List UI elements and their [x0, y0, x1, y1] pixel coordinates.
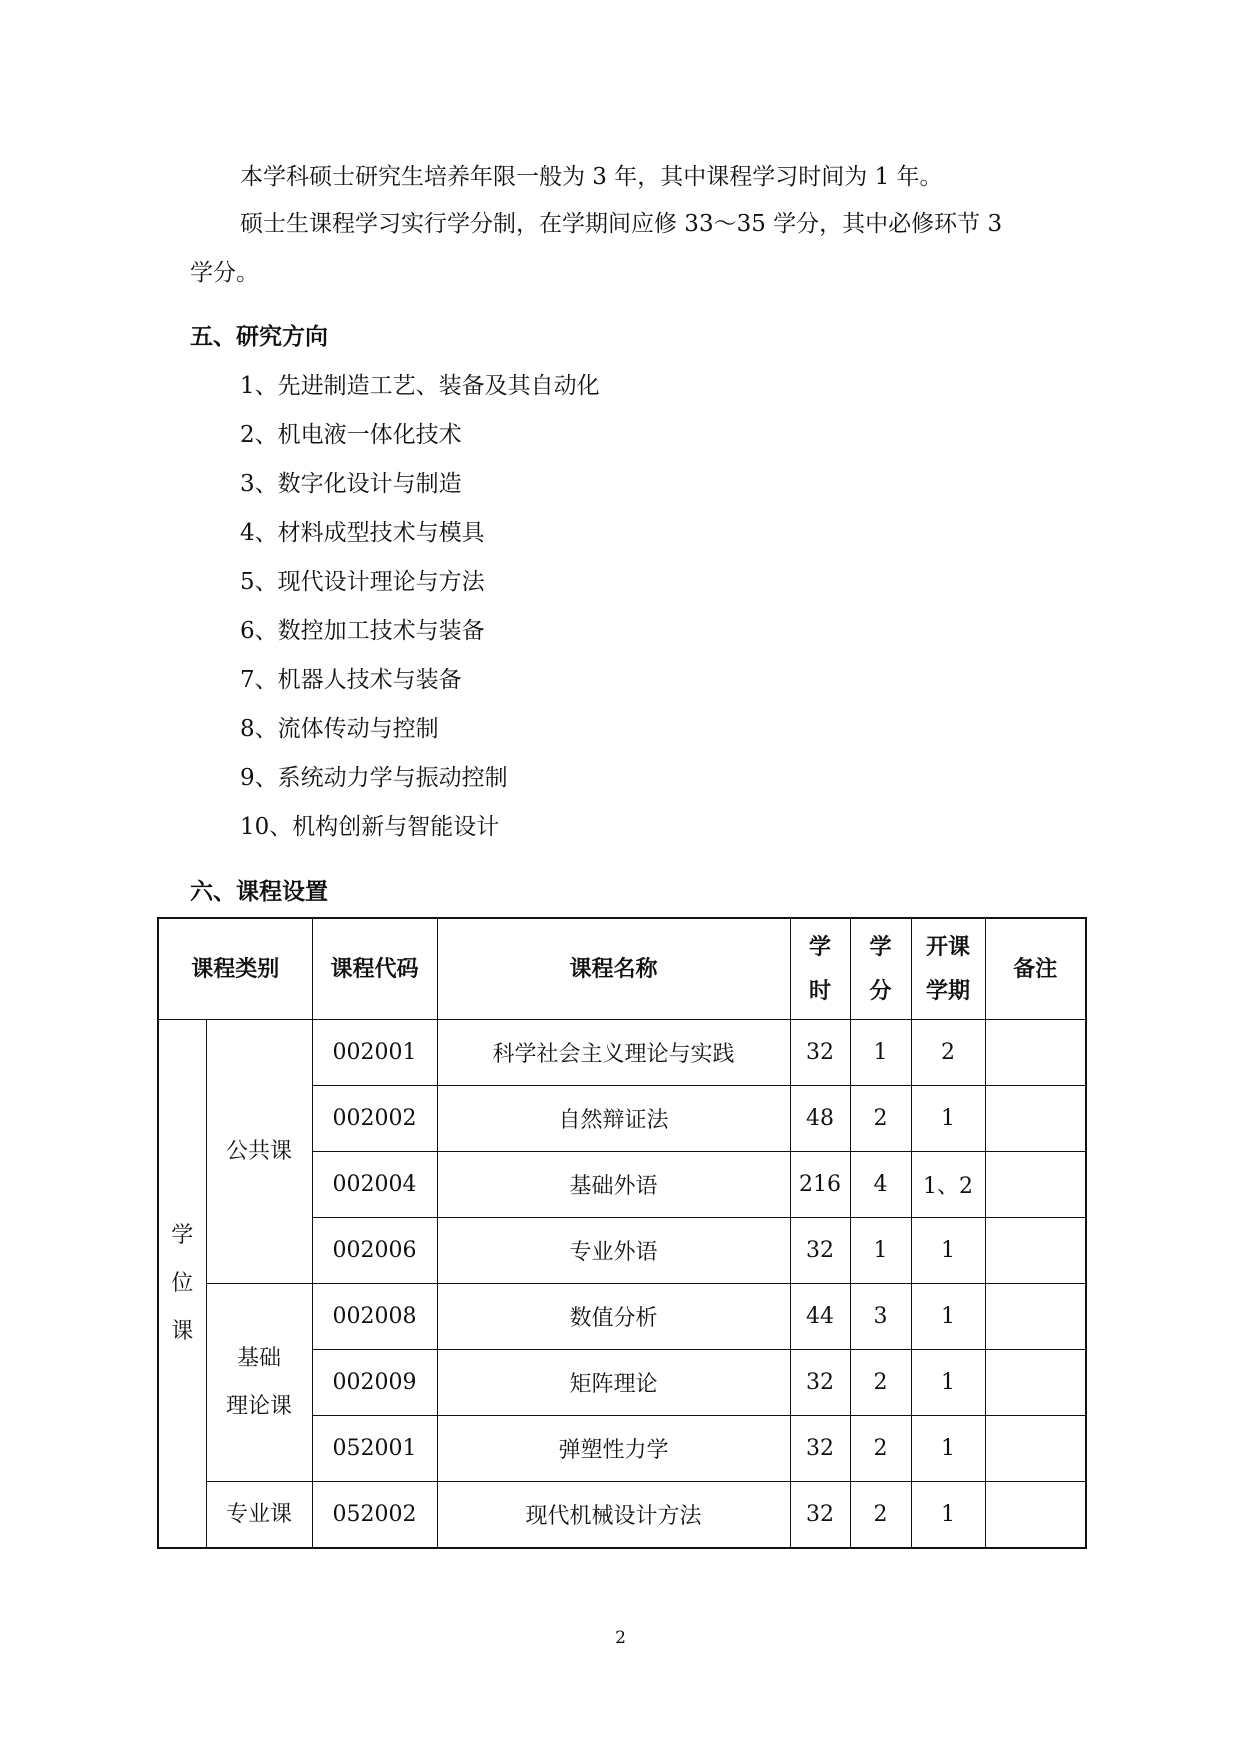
list-item: 3、数字化设计与制造 — [240, 471, 462, 497]
course-term: 1、2 — [911, 1152, 985, 1218]
list-item: 8、流体传动与控制 — [240, 716, 439, 742]
section-heading-course-setup: 六、课程设置 — [190, 878, 328, 905]
course-name: 数值分析 — [437, 1284, 790, 1350]
course-name: 科学社会主义理论与实践 — [437, 1020, 790, 1086]
course-hours: 48 — [790, 1086, 850, 1152]
course-credits: 4 — [850, 1152, 911, 1218]
header-term-line-1: 开课 — [925, 934, 970, 960]
research-directions-list — [240, 371, 600, 861]
course-name: 现代机械设计方法 — [437, 1482, 790, 1549]
course-notes — [985, 1020, 1086, 1086]
header-credits-line-1: 学 — [869, 934, 892, 960]
course-hours: 216 — [790, 1152, 850, 1218]
list-item: 10、机构创新与智能设计 — [240, 814, 500, 840]
course-code: 002006 — [312, 1218, 437, 1284]
header-hours-line-2: 时 — [808, 978, 831, 1004]
header-notes: 备注 — [985, 918, 1086, 1020]
course-hours: 32 — [790, 1482, 850, 1549]
subcategory-major-courses: 专业课 — [206, 1482, 312, 1549]
course-notes — [985, 1152, 1086, 1218]
course-hours: 32 — [790, 1416, 850, 1482]
course-notes — [985, 1350, 1086, 1416]
course-notes — [985, 1482, 1086, 1549]
course-notes — [985, 1218, 1086, 1284]
course-credits: 1 — [850, 1020, 911, 1086]
header-name: 课程名称 — [437, 918, 790, 1020]
page-number: 2 — [615, 1628, 626, 1648]
subcategory-basic-theory-courses — [206, 1284, 312, 1482]
list-item: 6、数控加工技术与装备 — [240, 618, 485, 644]
intro-paragraph-2-line-1: 硕士生课程学习实行学分制，在学期间应修 33～35 学分，其中必修环节 3 — [240, 211, 1003, 237]
course-credits: 3 — [850, 1284, 911, 1350]
header-hours — [790, 918, 850, 1020]
header-hours-line-1: 学 — [808, 934, 831, 960]
course-table — [157, 917, 1087, 1549]
course-term: 1 — [911, 1284, 985, 1350]
course-code: 002008 — [312, 1284, 437, 1350]
course-credits: 2 — [850, 1350, 911, 1416]
header-term — [911, 918, 985, 1020]
list-item: 9、系统动力学与振动控制 — [240, 765, 508, 791]
course-code: 052002 — [312, 1482, 437, 1549]
course-term: 1 — [911, 1416, 985, 1482]
header-category: 课程类别 — [158, 918, 312, 1020]
course-credits: 2 — [850, 1482, 911, 1549]
table-row — [158, 1020, 1086, 1086]
course-credits: 2 — [850, 1416, 911, 1482]
course-credits: 2 — [850, 1086, 911, 1152]
table-header-row — [158, 918, 1086, 1020]
header-credits — [850, 918, 911, 1020]
list-item: 1、先进制造工艺、装备及其自动化 — [240, 373, 600, 399]
list-item: 2、机电液一体化技术 — [240, 422, 462, 448]
intro-paragraph-2-line-2: 学分。 — [190, 260, 259, 286]
course-code: 002004 — [312, 1152, 437, 1218]
list-item: 7、机器人技术与装备 — [240, 667, 462, 693]
course-term: 2 — [911, 1020, 985, 1086]
list-item: 4、材料成型技术与模具 — [240, 520, 485, 546]
course-term: 1 — [911, 1086, 985, 1152]
section-heading-research-directions: 五、研究方向 — [190, 323, 328, 350]
intro-paragraph-1: 本学科硕士研究生培养年限一般为 3 年，其中课程学习时间为 1 年。 — [240, 164, 943, 190]
subcategory-line: 理论课 — [225, 1393, 292, 1419]
course-hours: 44 — [790, 1284, 850, 1350]
subcategory-line: 基础 — [236, 1345, 281, 1371]
course-hours: 32 — [790, 1350, 850, 1416]
table-row — [158, 1482, 1086, 1549]
course-notes — [985, 1416, 1086, 1482]
course-credits: 1 — [850, 1218, 911, 1284]
course-name: 基础外语 — [437, 1152, 790, 1218]
header-code: 课程代码 — [312, 918, 437, 1020]
header-credits-line-2: 分 — [869, 978, 892, 1004]
table-row — [158, 1284, 1086, 1350]
course-name: 弹塑性力学 — [437, 1416, 790, 1482]
course-notes — [985, 1284, 1086, 1350]
course-name: 专业外语 — [437, 1218, 790, 1284]
category-char: 课 — [171, 1318, 194, 1344]
course-term: 1 — [911, 1218, 985, 1284]
course-term: 1 — [911, 1350, 985, 1416]
category-char: 学 — [171, 1222, 194, 1248]
course-notes — [985, 1086, 1086, 1152]
course-name: 矩阵理论 — [437, 1350, 790, 1416]
category-char: 位 — [171, 1270, 194, 1296]
course-code: 052001 — [312, 1416, 437, 1482]
course-code: 002002 — [312, 1086, 437, 1152]
list-item: 5、现代设计理论与方法 — [240, 569, 485, 595]
course-name: 自然辩证法 — [437, 1086, 790, 1152]
subcategory-public-courses: 公共课 — [206, 1020, 312, 1284]
header-term-line-2: 学期 — [925, 978, 970, 1004]
course-code: 002001 — [312, 1020, 437, 1086]
course-term: 1 — [911, 1482, 985, 1549]
category-degree-courses — [158, 1020, 206, 1549]
course-hours: 32 — [790, 1218, 850, 1284]
course-hours: 32 — [790, 1020, 850, 1086]
course-code: 002009 — [312, 1350, 437, 1416]
